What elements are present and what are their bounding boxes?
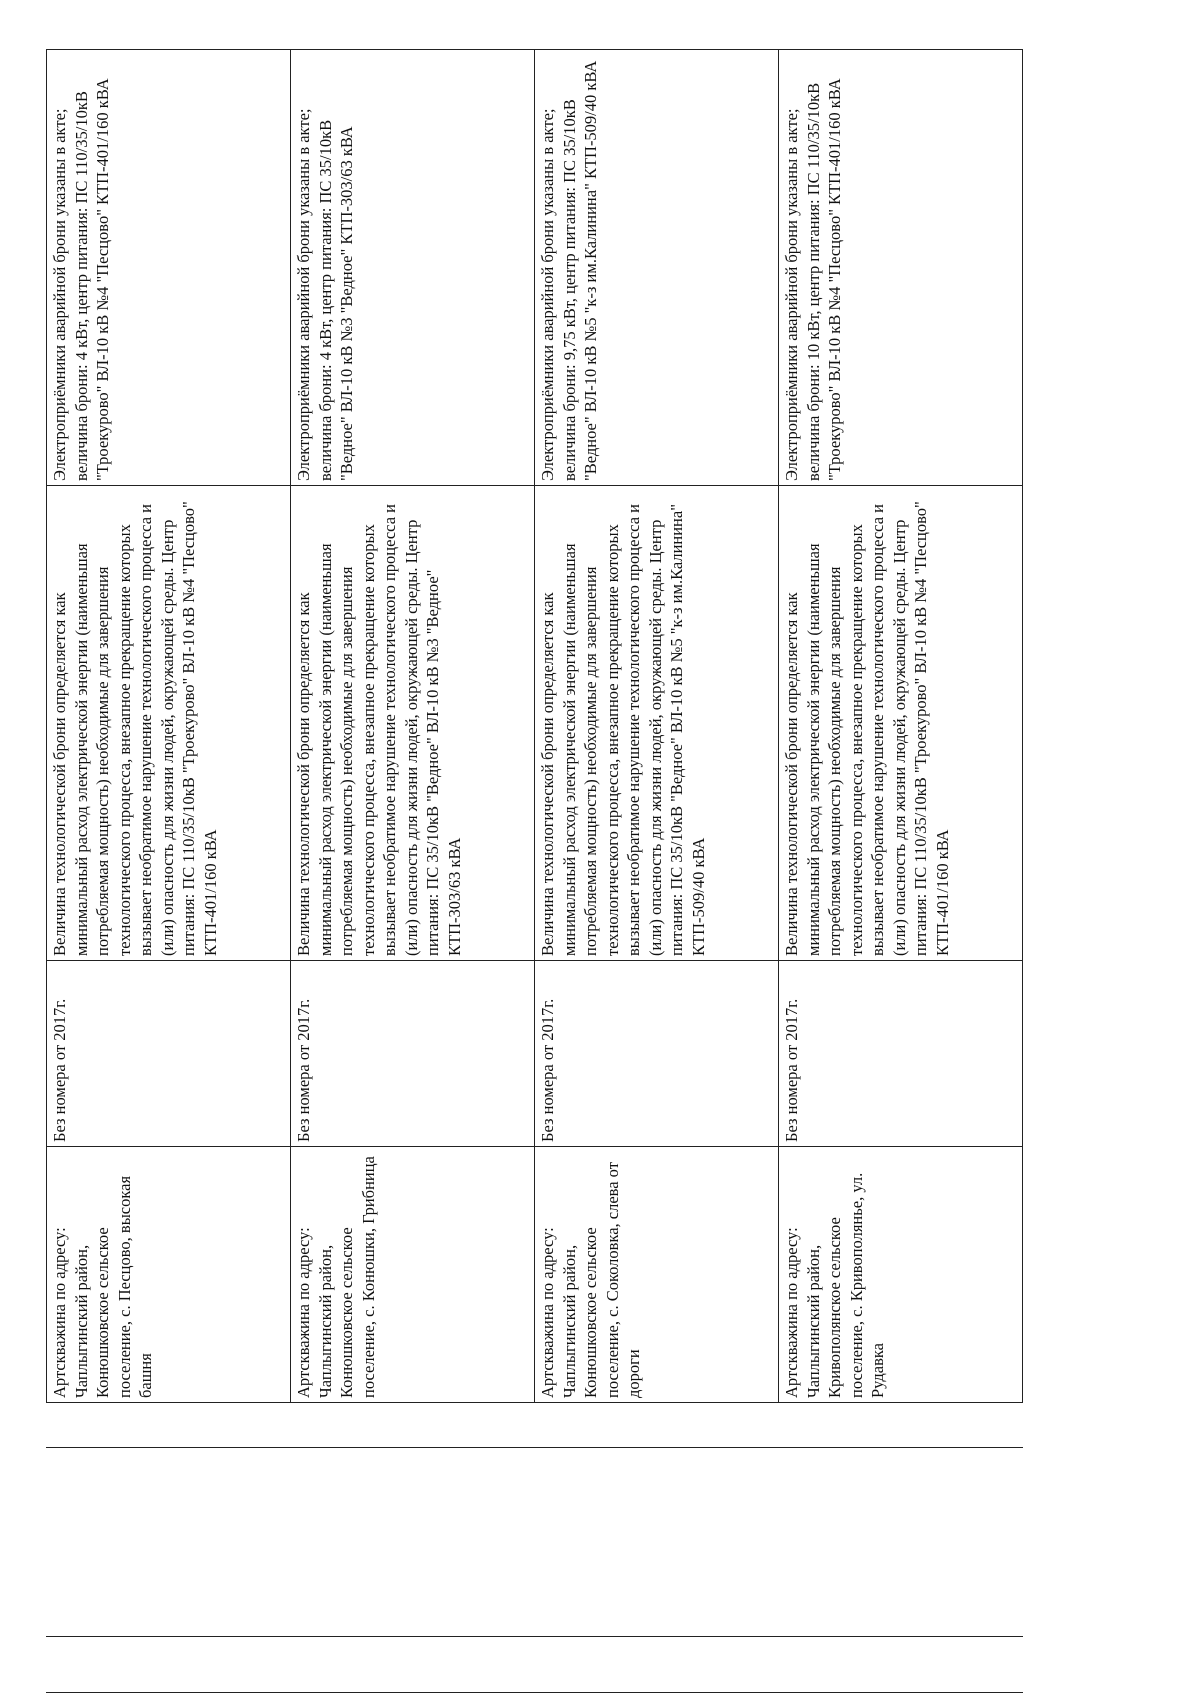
act-cell: Без номера от 2017г. xyxy=(291,961,535,1147)
object-cell: Артскважина по адресу: Чаплыгинский район, Конюшковское сельское поселение, с. Конюшки, Грибница xyxy=(291,1147,535,1403)
tech-reserve-cell: Величина технологической брони определяется как минимальный расход электрической энергии (наименьшая потребляемая мощность) необходимые для завершения технологического процесса, внезапное прекращение которых вызывает необратимое нарушение технологического процесса и (или) опасность для жизни людей, окружающей среды. Центр питания: ПС 110/35/10кВ "Троекурово" ВЛ-10 кВ №4 "Песцово" КТП-401/160 кВА xyxy=(47,486,291,961)
table-row xyxy=(47,50,291,1403)
rotated-table-wrapper xyxy=(46,50,1023,1403)
act-cell: Без номера от 2017г. xyxy=(535,961,779,1147)
emergency-reserve-cell: Электроприёмники аварийной брони указаны в акте; величина брони: 4 кВт, центр питания: ПС 110/35/10кВ "Троекурово" ВЛ-10 кВ №4 "Песцово" КТП-401/160 кВА xyxy=(47,50,291,486)
emergency-reserve-cell: Электроприёмники аварийной брони указаны в акте; величина брони: 9,75 кВт, центр питания: ПС 35/10кВ "Ведное" ВЛ-10 кВ №5 "к-з им.Калинина" КТП-509/40 кВА xyxy=(535,50,779,486)
object-cell: Артскважина по адресу: Чаплыгинский район, Конюшковское сельское поселение, с. Соколовка, слева от дороги xyxy=(535,1147,779,1403)
emergency-reserve-cell: Электроприёмники аварийной брони указаны в акте; величина брони: 10 кВт, центр питания: ПС 110/35/10кВ "Троекурово" ВЛ-10 кВ №4 "Песцово" КТП-401/160 кВА xyxy=(779,50,1023,486)
tech-reserve-cell: Величина технологической брони определяется как минимальный расход электрической энергии (наименьшая потребляемая мощность) необходимые для завершения технологического процесса, внезапное прекращение которых вызывает необратимое нарушение технологического процесса и (или) опасность для жизни людей, окружающей среды. Центр питания: ПС 35/10кВ "Ведное" ВЛ-10 кВ №5 "к-з им.Калинина" КТП-509/40 кВА xyxy=(535,486,779,961)
signature-line xyxy=(46,1636,1023,1637)
object-cell: Артскважина по адресу: Чаплыгинский район, Кривополянское сельское поселение, с. Кривополянье, ул. Рудавка xyxy=(779,1147,1023,1403)
tech-reserve-cell: Величина технологической брони определяется как минимальный расход электрической энергии (наименьшая потребляемая мощность) необходимые для завершения технологического процесса, внезапное прекращение которых вызывает необратимое нарушение технологического процесса и (или) опасность для жизни людей, окружающей среды. Центр питания: ПС 35/10кВ "Ведное" ВЛ-10 кВ №3 "Ведное" КТП-303/63 кВА xyxy=(291,486,535,961)
table-row xyxy=(291,50,535,1403)
tech-reserve-cell: Величина технологической брони определяется как минимальный расход электрической энергии (наименьшая потребляемая мощность) необходимые для завершения технологического процесса, внезапное прекращение которых вызывает необратимое нарушение технологического процесса и (или) опасность для жизни людей, окружающей среды. Центр питания: ПС 110/35/10кВ "Троекурово" ВЛ-10 кВ №4 "Песцово" КТП-401/160 кВА xyxy=(779,486,1023,961)
object-cell: Артскважина по адресу: Чаплыгинский район, Конюшковское сельское поселение, с. Песцово, высокая башня xyxy=(47,1147,291,1403)
emergency-reserve-cell: Электроприёмники аварийной брони указаны в акте; величина брони: 4 кВт, центр питания: ПС 35/10кВ "Ведное" ВЛ-10 кВ №3 "Ведное" КТП-303/63 кВА xyxy=(291,50,535,486)
reserve-table xyxy=(46,49,1023,1403)
act-cell: Без номера от 2017г. xyxy=(47,961,291,1147)
act-cell: Без номера от 2017г. xyxy=(779,961,1023,1147)
signature-line xyxy=(46,1692,1023,1693)
signature-line xyxy=(46,1447,1023,1448)
table-row xyxy=(779,50,1023,1403)
table-row xyxy=(535,50,779,1403)
